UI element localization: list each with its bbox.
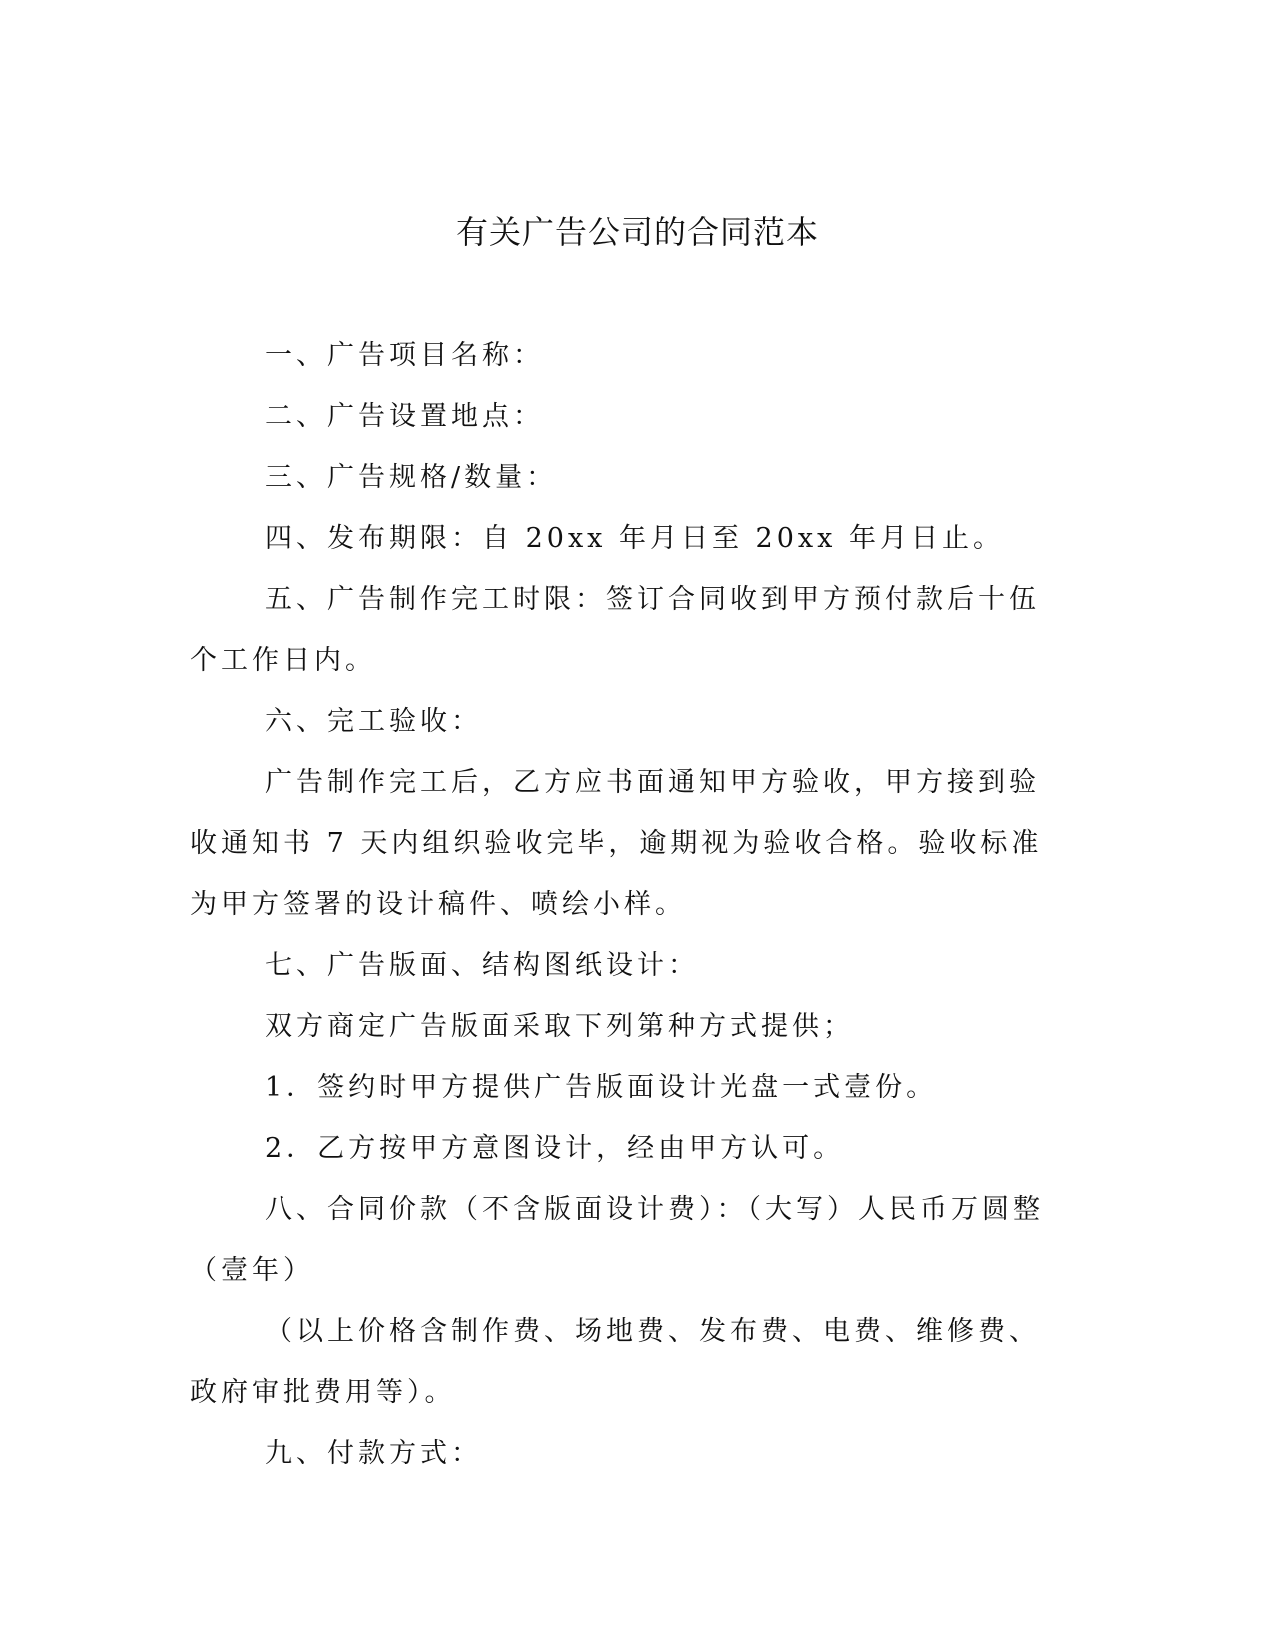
design-option-2: 2．乙方按甲方意图设计，经由甲方认可。 xyxy=(265,1133,845,1164)
clause-5-completion-deadline: 五、广告制作完工时限：签订合同收到甲方预付款后十伍个工作日内。 xyxy=(190,584,1040,676)
design-method: 双方商定广告版面采取下列第种方式提供； xyxy=(265,1011,854,1042)
clause-8-contract-price: 八、合同价款（不含版面设计费）：（大写）人民币万圆整（壹年） xyxy=(190,1194,1044,1286)
price-includes-note: （以上价格含制作费、场地费、发布费、电费、维修费、政府审批费用等）。 xyxy=(190,1316,1040,1408)
clause-1-project-name: 一、广告项目名称： xyxy=(265,340,544,371)
document-body xyxy=(190,325,1070,1484)
design-option-1: 1．签约时甲方提供广告版面设计光盘一式壹份。 xyxy=(265,1072,938,1103)
acceptance-detail: 广告制作完工后，乙方应书面通知甲方验收，甲方接到验收通知书 7 天内组织验收完毕，逾期视为验收合格。验收标准为甲方签署的设计稿件、喷绘小样。 xyxy=(190,767,1043,920)
document-title: 有关广告公司的合同范本 xyxy=(455,213,819,251)
clause-9-payment-method: 九、付款方式： xyxy=(265,1438,482,1469)
clause-4-publish-period: 四、发布期限：自 20xx 年月日至 20xx 年月日止。 xyxy=(265,523,1004,554)
clause-3-specification: 三、广告规格/数量： xyxy=(265,462,558,493)
clause-6-acceptance: 六、完工验收： xyxy=(265,706,482,737)
clause-7-design: 七、广告版面、结构图纸设计： xyxy=(265,950,699,981)
clause-2-location: 二、广告设置地点： xyxy=(265,401,544,432)
